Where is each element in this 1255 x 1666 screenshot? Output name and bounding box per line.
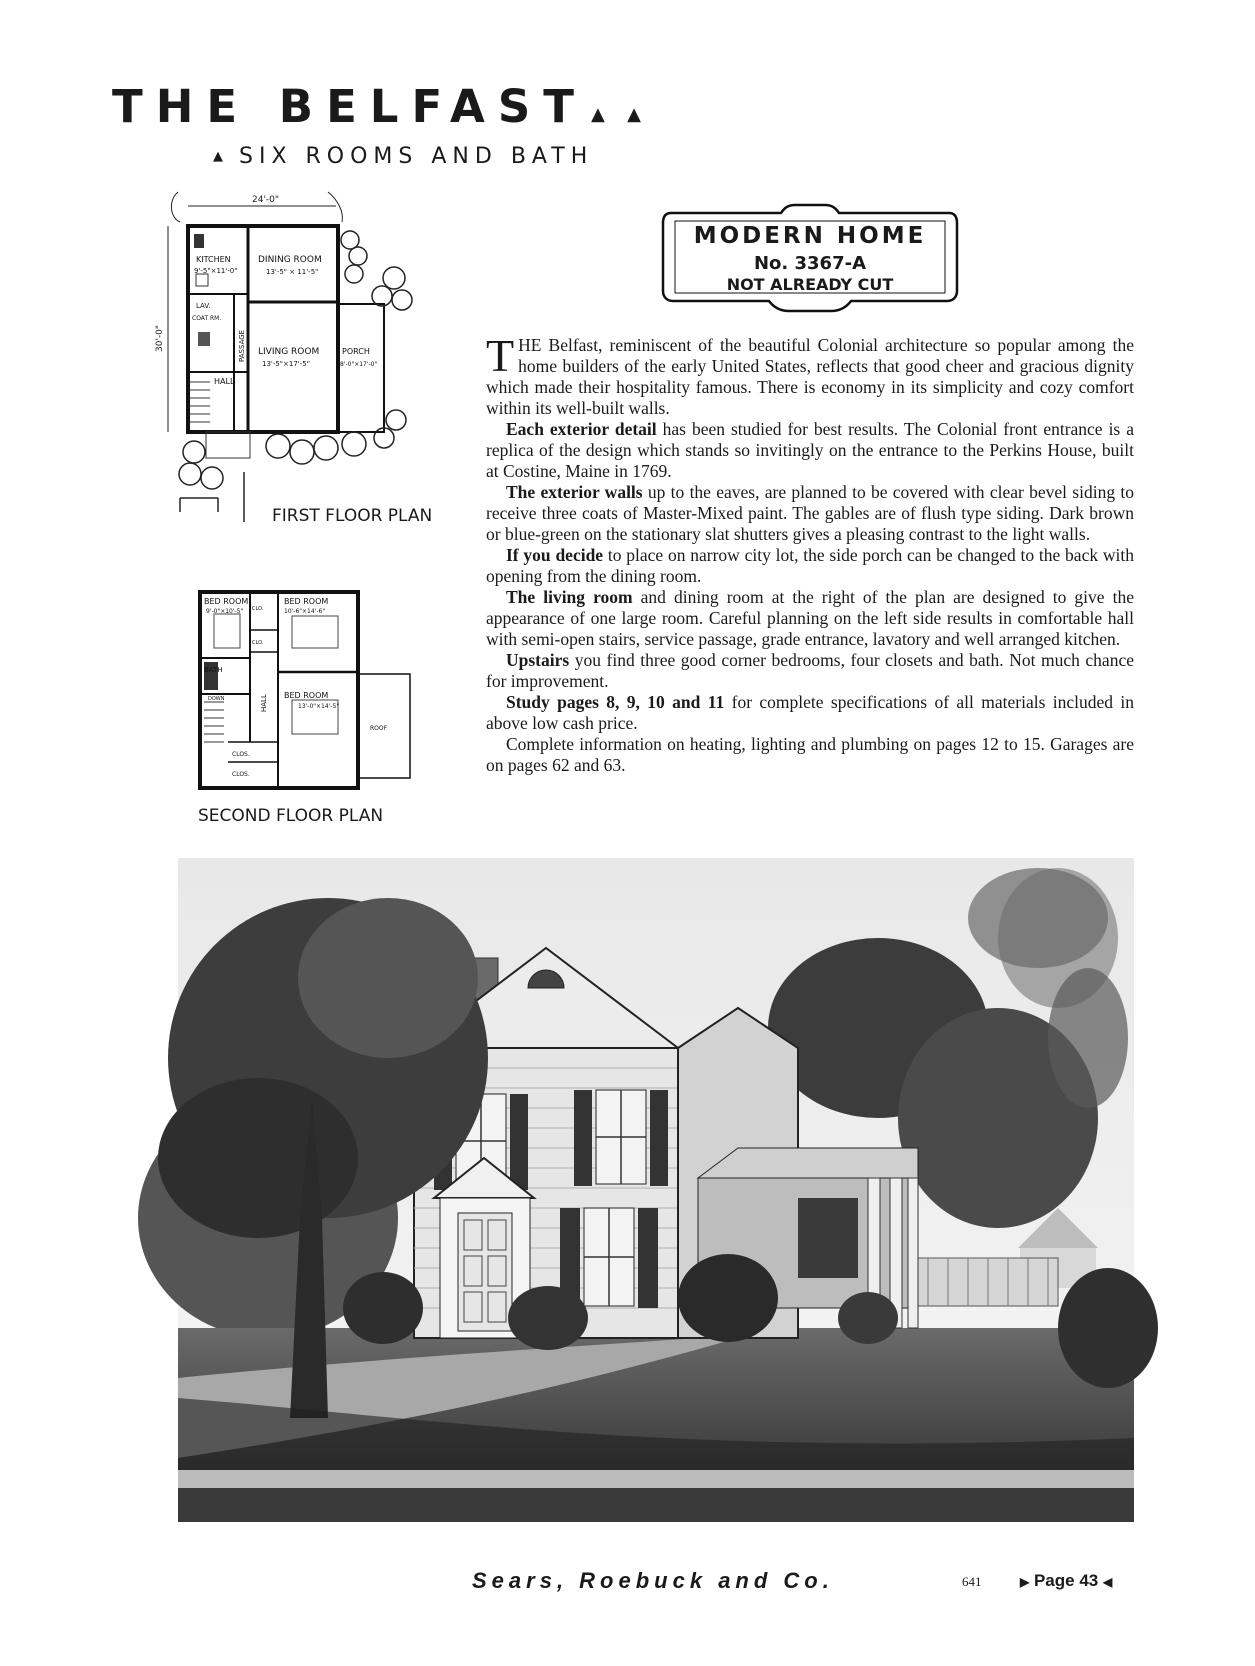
paragraph-exterior-detail — [486, 419, 1134, 482]
description — [486, 330, 1134, 776]
sf-bed1-dim: 9'-0"×10'-5" — [206, 608, 244, 615]
subtitle-mark: ▲ — [213, 149, 223, 164]
sf-clo3: CLOS. — [232, 751, 250, 758]
fp-lav: LAV. — [196, 302, 211, 310]
badge-line2: No. 3367-A — [753, 253, 867, 274]
second-floor-plan — [188, 582, 428, 796]
fp-dining: DINING ROOM — [258, 255, 322, 265]
badge-line1: MODERN HOME — [693, 223, 927, 249]
lead-exterior-detail: Each exterior detail — [506, 419, 657, 439]
page-mark-left: ▶ — [1020, 1575, 1030, 1589]
paragraph-upstairs — [486, 650, 1134, 692]
sf-bath: BATH — [204, 666, 223, 674]
subtitle-text: SIX ROOMS AND BATH — [239, 144, 594, 169]
page-number-text: Page 43 — [1033, 1571, 1099, 1590]
title-marks: ▲ ▲ — [591, 104, 649, 125]
page-mark-right: ◀ — [1102, 1575, 1113, 1589]
publisher-name: Sears, Roebuck and Co. — [472, 1568, 834, 1593]
paragraph-living-room — [486, 587, 1134, 650]
sf-bed3-dim: 13'-0"×14'-5" — [298, 703, 340, 710]
fp-coat: COAT RM. — [192, 315, 222, 322]
fp-kitchen-dim: 9'-5"×11'-0" — [194, 267, 238, 275]
fp-depth-dim: 30'-0" — [155, 324, 165, 352]
page-number — [1020, 1571, 1112, 1591]
text-if-you-decide: to place on narrow city lot, the side porch can be changed to the back with opening from the dining room. — [486, 545, 1134, 586]
lead-study-pages: Study pages 8, 9, 10 and 11 — [506, 692, 725, 712]
lead-upstairs: Upstairs — [506, 650, 570, 670]
badge-line3: NOT ALREADY CUT — [726, 275, 894, 294]
catalog-code: 641 — [962, 1574, 982, 1589]
second-floor-label: SECOND FLOOR PLAN — [198, 806, 384, 826]
paragraph-complete-info: Complete information on heating, lighting and plumbing on pages 12 to 15. Garages are on pages 62 and 63. — [486, 734, 1134, 775]
house-illustration — [178, 858, 1134, 1522]
sf-hall: HALL — [260, 694, 268, 712]
text-living-room: and dining room at the right of the plan are designed to give the appearance of one large room. Careful planning on the left side results in comfortable hall with semi-open stairs, service passage, grade entrance, lavatory and well arranged kitchen. — [486, 587, 1134, 649]
sf-bed3: BED ROOM — [284, 691, 329, 700]
lead-living-room: The living room — [506, 587, 633, 607]
page-title — [112, 80, 649, 133]
paragraph-if-you-decide — [486, 545, 1134, 587]
text-exterior-walls: up to the eaves, are planned to be covered with clear bevel siding to receive three coats of Master-Mixed paint. The gables are of flush type siding. Dark brown or blue-green on the stationary slat shutters gives a pleasing contrast to the light walls. — [486, 482, 1134, 544]
fp-living: LIVING ROOM — [258, 347, 320, 357]
sf-clo4: CLOS. — [232, 771, 250, 778]
fp-porch-dim: 8'-0"×17'-0" — [340, 361, 378, 368]
sf-clo2: CLO. — [252, 640, 264, 646]
sf-bed2-dim: 10'-6"×14'-6" — [284, 608, 326, 615]
paragraph-study-pages — [486, 692, 1134, 734]
fp-porch: PORCH — [342, 347, 370, 356]
fp-passage: PASSAGE — [238, 329, 246, 362]
lead-if-you-decide: If you decide — [506, 545, 604, 565]
sf-bed2: BED ROOM — [284, 597, 329, 606]
fp-hall: HALL — [214, 377, 235, 386]
fp-living-dim: 13'-5"×17'-5" — [262, 360, 310, 368]
intro-paragraph — [486, 330, 1134, 419]
drop-cap: T — [486, 330, 515, 381]
text-study-pages: for complete specifications of all materials included in above low cash price. — [486, 692, 1134, 733]
sf-clo1: CLO. — [252, 606, 264, 612]
sf-roof: ROOF — [370, 725, 388, 732]
lead-exterior-walls: The exterior walls — [506, 482, 643, 502]
fp-kitchen: KITCHEN — [196, 255, 231, 264]
first-floor-label: FIRST FLOOR PLAN — [272, 506, 433, 526]
intro-text: HE Belfast, reminiscent of the beautiful Colonial architecture so popular among the home builders of the early United States, reflects that good cheer and gracious dignity which made their hospitality famous. There is economy in its simplicity and cozy comfort within its well-built walls. — [486, 335, 1134, 418]
sf-down: DOWN — [208, 696, 225, 702]
fp-width-dim: 24'-0" — [252, 195, 280, 205]
paragraph-exterior-walls — [486, 482, 1134, 545]
text-exterior-detail: has been studied for best results. The Colonial front entrance is a replica of the design which stands so invitingly on the entrance to the Perkins House, built at Costine, Maine in 1769. — [486, 419, 1134, 481]
sf-bed1: BED ROOM — [204, 597, 249, 606]
fp-dining-dim: 13'-5" × 11'-5" — [266, 268, 319, 276]
first-floor-plan — [155, 182, 443, 542]
model-badge — [661, 205, 959, 311]
title-text: THE BELFAST — [112, 80, 587, 133]
text-upstairs: you find three good corner bedrooms, four closets and bath. Not much chance for improvement. — [486, 650, 1134, 691]
page-subtitle — [213, 146, 593, 168]
